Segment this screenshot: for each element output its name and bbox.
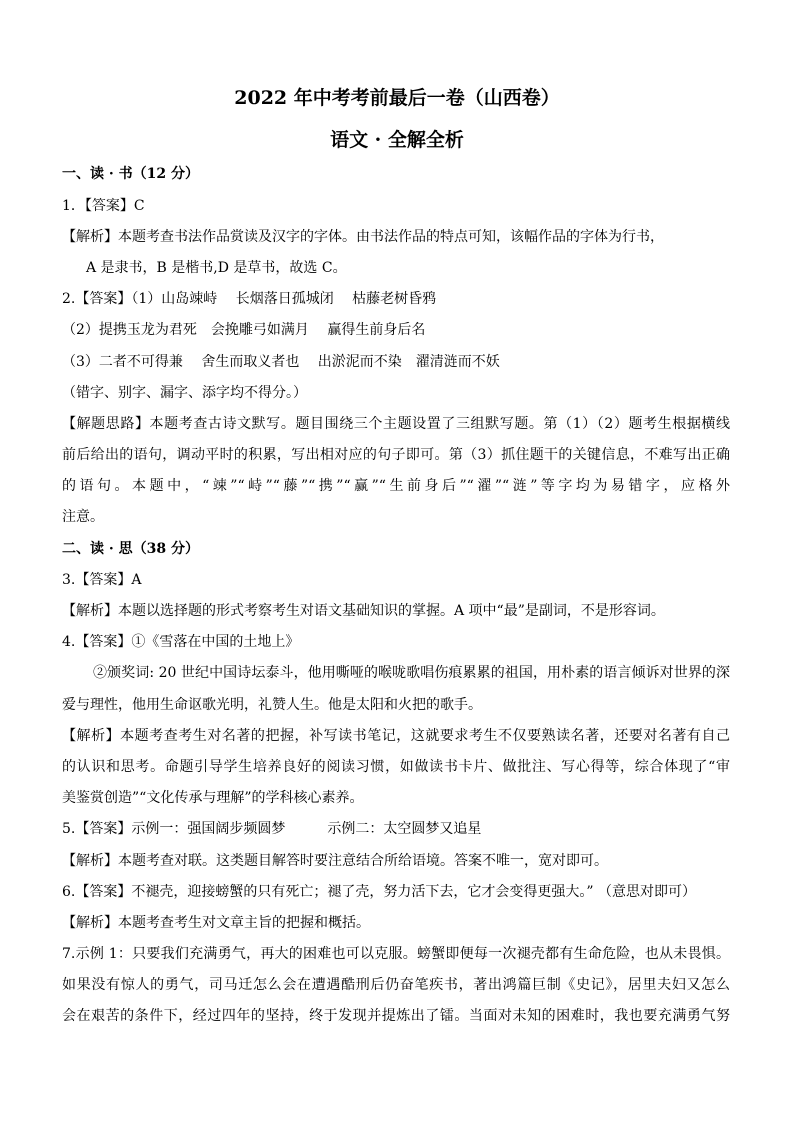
- q2-approach-line: 的语句。本题中，“竦”“峙”“藤”“携”“赢”“生前身后”“濯”“涟”等字均为易错字，应格外: [62, 478, 730, 495]
- q2-approach-line: 【解题思路】本题考查古诗文默写。题目围绕三个主题设置了三组默写题。第（1）（2）题考生根据横线: [62, 415, 730, 432]
- q5-analysis: 【解析】本题考查对联。这类题目解答时要注意结合所给语境。答案不唯一，宽对即可。: [62, 852, 608, 869]
- q2-answer-line: （2）提携玉龙为君死 会挽雕弓如满月 赢得生前身后名: [62, 322, 426, 339]
- q6-answer: 6.【答案】不褪壳，迎接螃蟹的只有死亡；褪了壳，努力活下去，它才会变得更强大。” （意思对即可）: [62, 883, 696, 900]
- q6-analysis: 【解析】本题考查考生对文章主旨的把握和概括。: [62, 914, 370, 931]
- q7-answer-line: 如果没有惊人的勇气，司马迁怎么会在遭遇酷刑后仍奋笔疾书，著出鸿篇巨制《史记》，居里夫妇又怎么: [62, 977, 730, 994]
- q7-answer-line: 7.示例 1：只要我们充满勇气，再大的困难也可以克服。螃蟹即便每一次褪壳都有生命危险，也从未畏惧。: [62, 946, 730, 963]
- q4-analysis-line: 美鉴赏创造”“文化传承与理解”的学科核心素养。: [62, 790, 364, 807]
- q2-approach-line: 前后给出的语句，调动平时的积累，写出相对应的句子即可。第（3）抓住题干的关键信息，不难写出正确: [62, 447, 730, 464]
- q1-answer: 1．【答案】C: [62, 197, 145, 214]
- q4-answer-line: ②颁奖词: 20 世纪中国诗坛泰斗，他用嘶哑的喉咙歌唱伤痕累累的祖国，用朴素的语言倾诉对世界的深: [93, 665, 730, 682]
- document-title: 2022 年中考考前最后一卷（山西卷）: [234, 87, 560, 109]
- q4-analysis-line: 的认识和思考。命题引导学生培养良好的阅读习惯，如做读书卡片、做批注、写心得等，综合体现了“审: [62, 758, 730, 775]
- q3-answer: 3.【答案】A: [62, 571, 142, 588]
- q4-answer-line: 4.【答案】①《雪落在中国的土地上》: [62, 634, 300, 651]
- q4-analysis-line: 【解析】本题考查考生对名著的把握，补写读书笔记，这就要求考生不仅要熟读名著，还要对名著有自己: [62, 727, 730, 744]
- section-1-heading: 一、读 · 书（12 分）: [62, 166, 199, 183]
- document-body: [62, 159, 730, 1032]
- q7-answer-line: 会在艰苦的条件下，经过四年的坚持，终于发现并提炼出了镭。当面对未知的困难时，我也要充满勇气努: [62, 1008, 730, 1025]
- q3-analysis: 【解析】本题以选择题的形式考察考生对语文基础知识的掌握。A 项中“最”是副词，不是形容词。: [62, 603, 665, 620]
- q2-answer-line: （3）二者不可得兼 舍生而取义者也 出淤泥而不染 濯清涟而不妖: [62, 353, 500, 370]
- section-2-heading: 二、读 · 思（38 分）: [62, 540, 199, 557]
- q2-answer-line: 2.【答案】（1）山岛竦峙 长烟落日孤城闭 枯藤老树昏鸦: [62, 291, 437, 308]
- q2-note: （错字、别字、漏字、添字均不得分。）: [62, 384, 307, 401]
- q4-answer-line: 爱与理性，他用生命讴歌光明，礼赞人生。他是太阳和火把的歌手。: [62, 696, 482, 713]
- document-subtitle: 语文 · 全解全析: [330, 129, 464, 151]
- q2-approach-line: 注意。: [62, 509, 104, 526]
- q1-analysis-line: 【解析】本题考查书法作品赏读及汉字的字体。由书法作品的特点可知，该幅作品的字体为行书，: [62, 228, 664, 245]
- q5-answer: 5.【答案】示例一：强国阔步频圆梦 示例二：太空圆梦又追星: [62, 821, 482, 838]
- q1-analysis-line: A 是隶书，B 是楷书,D 是草书，故选 C。: [86, 259, 347, 276]
